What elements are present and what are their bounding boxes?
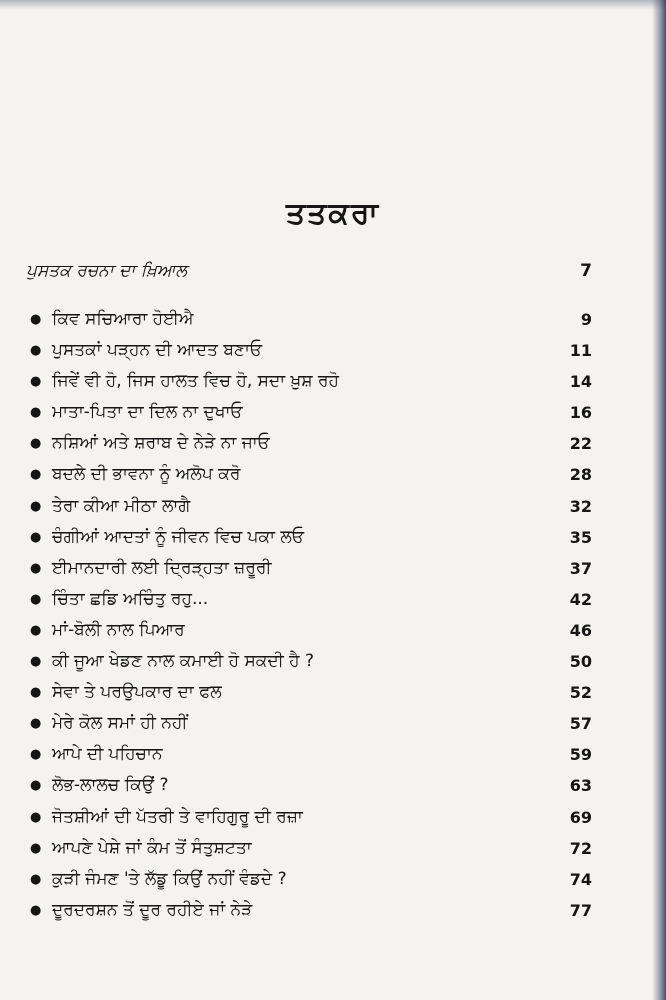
bullet-icon: ● — [30, 902, 42, 918]
toc-entry-page: 46 — [569, 620, 592, 640]
bullet-icon: ● — [30, 685, 42, 701]
toc-preface-entry — [26, 261, 592, 287]
toc-entry-title: ਮਾਤਾ-ਪਿਤਾ ਦਾ ਦਿਲ ਨਾ ਦੁਖਾਓ — [52, 402, 243, 423]
page-top-shadow — [0, 0, 666, 10]
toc-entry-page: 69 — [569, 807, 592, 827]
toc-entry-page: 57 — [569, 714, 592, 734]
toc-entry-page: 74 — [569, 869, 592, 889]
toc-entry-page: 59 — [569, 745, 592, 765]
toc-entry — [0, 833, 666, 864]
toc-heading: ਤਤਕਰਾ — [285, 196, 381, 231]
toc-entry — [0, 739, 666, 770]
toc-entry — [0, 864, 666, 895]
toc-entry-title: ਤੇਰਾ ਕੀਆ ਮੀਠਾ ਲਾਗੈ — [52, 495, 191, 516]
toc-preface-text: ਪੁਸਤਕ ਰਚਨਾ ਦਾ ਖ਼ਿਆਲ — [26, 261, 187, 281]
toc-entry — [0, 895, 666, 926]
toc-entry-title: ਕਿਵ ਸਚਿਆਰਾ ਹੋਈਐ — [52, 309, 194, 329]
toc-entry-page: 42 — [569, 589, 592, 609]
toc-entry-page: 22 — [569, 434, 592, 454]
toc-entry — [0, 366, 666, 397]
toc-entry-title: ਪੁਸਤਕਾਂ ਪੜ੍ਹਨ ਦੀ ਆਦਤ ਬਣਾਓ — [52, 340, 263, 361]
toc-entry — [0, 584, 666, 615]
toc-entry-title: ਸੇਵਾ ਤੇ ਪਰਉਪਕਾਰ ਦਾ ਫਲ — [52, 682, 222, 703]
toc-list — [0, 304, 666, 926]
toc-entry-page: 28 — [569, 465, 592, 485]
toc-entry-page: 50 — [569, 652, 592, 672]
toc-entry-page: 35 — [569, 527, 592, 547]
bullet-icon: ● — [30, 529, 42, 545]
bullet-icon: ● — [30, 343, 42, 359]
bullet-icon: ● — [30, 654, 42, 670]
toc-entry-title: ਕੁੜੀ ਜੰਮਣ 'ਤੇ ਲੱਡੂ ਕਿਉਂ ਨਹੀਂ ਵੰਡਦੇ ? — [52, 868, 287, 889]
toc-entry-page: 72 — [569, 838, 592, 858]
toc-entry — [0, 459, 666, 490]
toc-entry — [0, 615, 666, 646]
toc-entry-page: 9 — [580, 310, 592, 329]
bullet-icon: ● — [30, 716, 42, 732]
bullet-icon: ● — [30, 591, 42, 607]
toc-entry-page: 37 — [569, 558, 592, 578]
toc-entry-page: 32 — [569, 496, 592, 516]
toc-entry — [0, 304, 666, 335]
toc-entry-title: ਆਪਣੇ ਪੇਸ਼ੇ ਜਾਂ ਕੰਮ ਤੋਂ ਸੰਤੁਸ਼ਟਤਾ — [52, 837, 252, 858]
toc-entry-title: ਚੰਗੀਆਂ ਆਦਤਾਂ ਨੂੰ ਜੀਵਨ ਵਿਚ ਪਕਾ ਲਓ — [52, 526, 305, 547]
toc-entry-page: 11 — [569, 341, 592, 361]
toc-entry-page: 63 — [569, 776, 592, 796]
bullet-icon: ● — [30, 747, 42, 763]
bullet-icon: ● — [30, 405, 42, 421]
toc-entry — [0, 802, 666, 833]
toc-entry-title: ਮਾਂ-ਬੋਲੀ ਨਾਲ ਪਿਆਰ — [52, 619, 185, 640]
bullet-icon: ● — [30, 809, 42, 825]
toc-entry-title: ਜੋਤਸ਼ੀਆਂ ਦੀ ਪੱਤਰੀ ਤੇ ਵਾਹਿਗੁਰੂ ਦੀ ਰਜ਼ਾ — [52, 806, 303, 827]
toc-entry — [0, 708, 666, 739]
bullet-icon: ● — [30, 498, 42, 514]
toc-entry-title: ਬਦਲੇ ਦੀ ਭਾਵਨਾ ਨੂੰ ਅਲੋਪ ਕਰੋ — [52, 464, 241, 485]
toc-entry-title: ਦੂਰਦਰਸ਼ਨ ਤੋਂ ਦੂਰ ਰਹੀਏ ਜਾਂ ਨੇੜੇ — [52, 899, 253, 920]
bullet-icon: ● — [30, 871, 42, 887]
bullet-icon: ● — [30, 622, 42, 638]
toc-entry-title: ਆਪੇ ਦੀ ਪਹਿਚਾਨ — [52, 744, 163, 765]
bullet-icon: ● — [30, 436, 42, 452]
toc-entry-page: 52 — [569, 683, 592, 703]
toc-entry — [0, 553, 666, 584]
bullet-icon: ● — [30, 778, 42, 794]
toc-entry-page: 14 — [569, 372, 592, 392]
toc-entry — [0, 397, 666, 428]
bullet-icon: ● — [30, 467, 42, 483]
toc-entry — [0, 677, 666, 708]
toc-entry — [0, 491, 666, 522]
toc-entry-title: ਨਸ਼ਿਆਂ ਅਤੇ ਸ਼ਰਾਬ ਦੇ ਨੇੜੇ ਨਾ ਜਾਓ — [52, 433, 270, 454]
toc-entry-page: 16 — [569, 403, 592, 423]
toc-entry-title: ਈਮਾਨਦਾਰੀ ਲਈ ਦ੍ਰਿੜ੍ਹਤਾ ਜ਼ਰੂਰੀ — [52, 557, 272, 578]
toc-entry — [0, 428, 666, 459]
bullet-icon: ● — [30, 840, 42, 856]
toc-entry-title: ਜਿਵੇਂ ਵੀ ਹੋ, ਜਿਸ ਹਾਲਤ ਵਿਚ ਹੋ, ਸਦਾ ਖ਼ੁਸ਼ ਰਹੋ — [52, 371, 339, 392]
toc-entry — [0, 646, 666, 677]
toc-entry-title: ਚਿੰਤਾ ਛਡਿ ਅਚਿੰਤੁ ਰਹੁ... — [52, 588, 209, 609]
toc-entry-title: ਕੀ ਜੂਆ ਖੇਡਣ ਨਾਲ ਕਮਾਈ ਹੋ ਸਕਦੀ ਹੈ ? — [52, 651, 315, 672]
toc-preface-page: 7 — [580, 261, 592, 281]
toc-entry-title: ਲੋਭ-ਲਾਲਚ ਕਿਉਂ ? — [52, 775, 169, 796]
toc-entry-page: 77 — [569, 900, 592, 920]
bullet-icon: ● — [30, 560, 42, 576]
toc-entry — [0, 770, 666, 801]
toc-entry — [0, 522, 666, 553]
toc-entry-title: ਮੇਰੇ ਕੋਲ ਸਮਾਂ ਹੀ ਨਹੀਂ — [52, 713, 188, 734]
bullet-icon: ● — [30, 374, 42, 390]
toc-entry — [0, 335, 666, 366]
bullet-icon: ● — [30, 312, 42, 327]
